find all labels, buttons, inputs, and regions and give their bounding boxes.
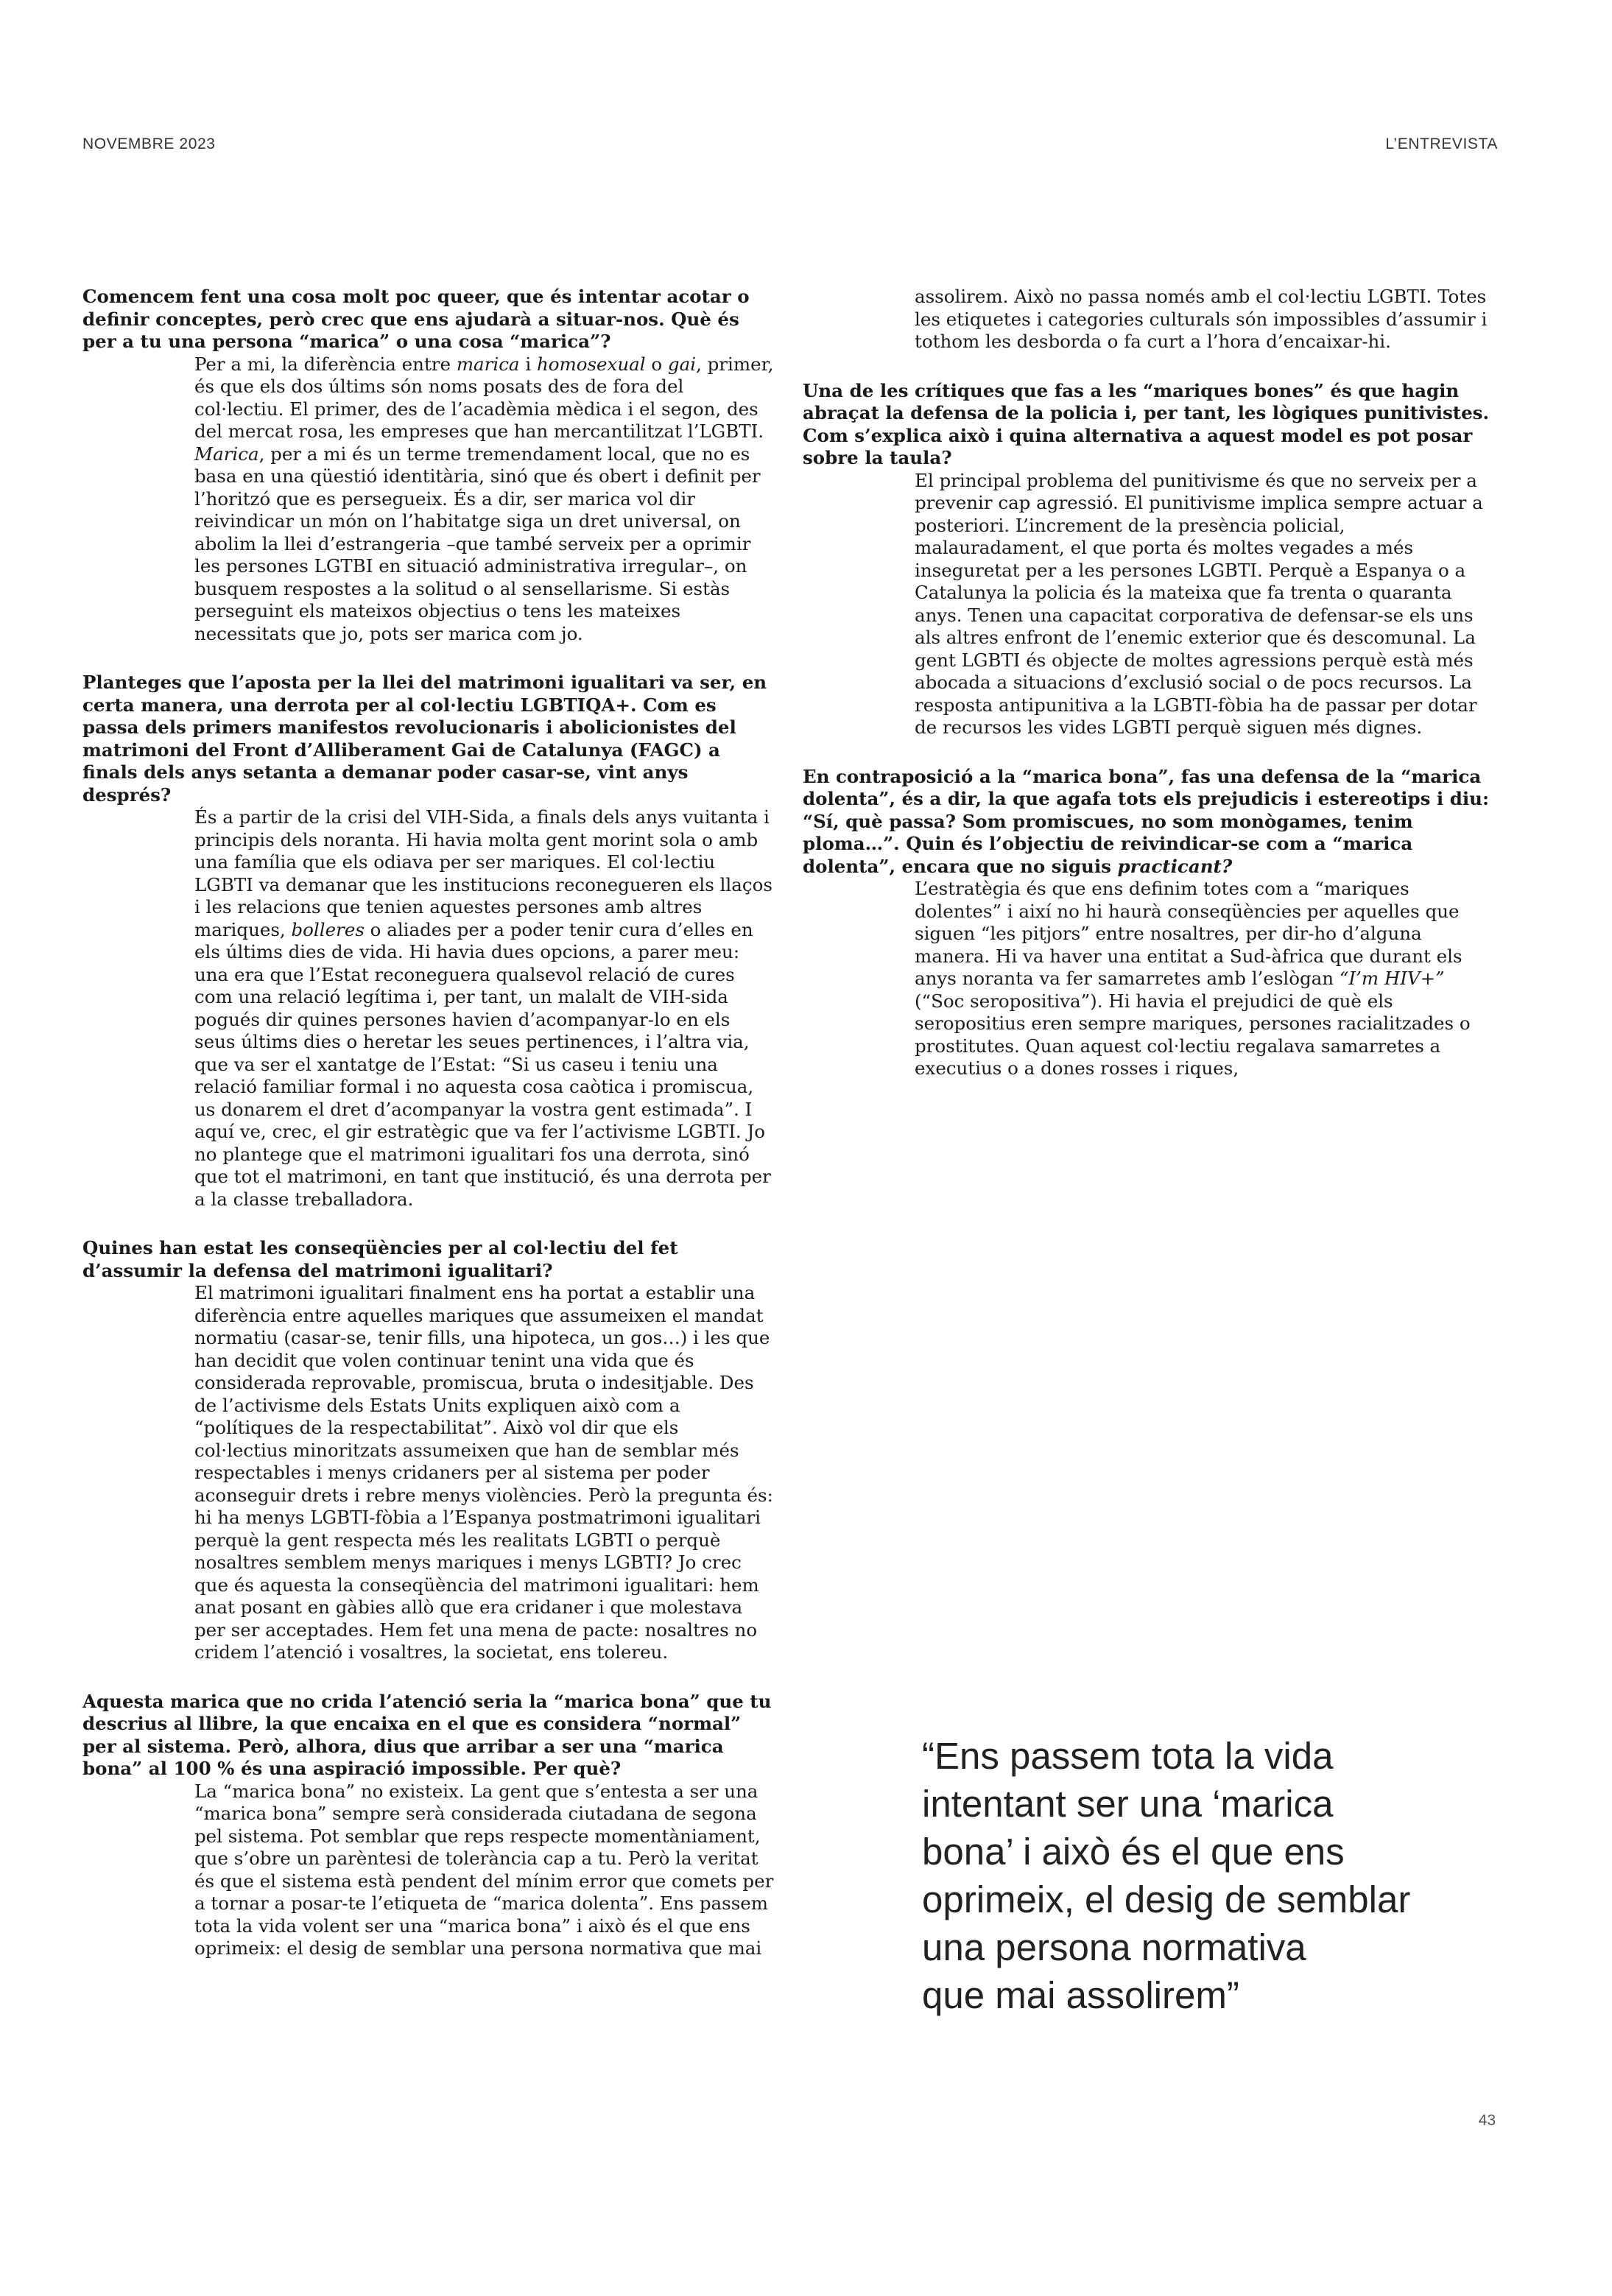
running-header-left: NOVEMBRE 2023 (82, 135, 216, 152)
question-5: Una de les crítiques que fas a les “mariques bones” és que hagin abraçat la defensa de la policia i, per tant, les lògiques punitivistes. Com s’explica això i quina alternativa a aquest model es pot posar sobre la taula? (803, 379, 1489, 468)
right-column (803, 286, 1495, 1080)
question-1: Comencem fent una cosa molt poc queer, que és intentar acotar o definir conceptes, però crec que ens ajudarà a situar-nos. Què és per a tu una persona “marica” o una cosa “marica”? (82, 286, 750, 352)
question-3: Quines han estat les conseqüències per al col·lectiu del fet d’assumir la defensa del matrimoni igualitari? (82, 1237, 678, 1281)
pull-quote-line: una persona normativa (922, 1926, 1306, 1968)
pull-quote-line: que mai assolirem” (922, 1974, 1239, 2016)
pull-quote-line: oprimeix, el desig de semblar (922, 1878, 1411, 1920)
page-number: 43 (1478, 2112, 1496, 2129)
answer-3: El matrimoni igualitari finalment ens ha portat a establir una diferència entre aquelles mariques que assumeixen el mandat normatiu (casar-se, tenir fills, una hipoteca, un gos…) i les que han decidit que volen continuar tenint una vida que és considerada reprovable, promiscua, bruta o indesitjable. Des de l’activisme dels Estats Units expliquen això com a “polítiques de la respectabilitat”. Això vol dir que els col·lectius minoritzats assumeixen que han de semblar més respectables i menys cridaners per al sistema per poder aconseguir drets i rebre menys violències. Però la pregunta és: hi ha menys LGBTI-fòbia a l’Espanya postmatrimoni igualitari perquè la gent respecta més les realitats LGBTI o perquè nosaltres semblem menys mariques i menys LGBTI? Jo crec que és aquesta la conseqüència del matrimoni igualitari: hem anat posant en gàbies allò que era cridaner i que molestava per ser acceptades. Hem fet una mena de pacte: nosaltres no cridem l’atenció i vosaltres, la societat, ens tolereu. (194, 1282, 773, 1663)
running-header-right: L’ENTREVISTA (1385, 135, 1498, 152)
answer-5: El principal problema del punitivisme és que no serveix per a prevenir cap agressió. El punitivisme implica sempre actuar a posteriori. L’increment de la presència policial, malauradament, el que porta és moltes vegades a més inseguretat per a les persones LGBTI. Perquè a Espanya o a Catalunya la policia és la mateixa que fa trenta o quaranta anys. Tenen una capacitat corporativa de defensar-se els uns als altres enfront de l’enemic exterior que és descomunal. La gent LGBTI és objecte de moltes agressions perquè està més abocada a situacions d’exclusió social o de pocs recursos. La resposta antipunitiva a la LGBTI-fòbia ha de passar per dotar de recursos les vides LGBTI perquè siguen més dignes. (915, 469, 1483, 738)
pull-quote-line: bona’ i això és el que ens (922, 1831, 1345, 1873)
pull-quote-line: intentant ser una ‘marica (922, 1783, 1334, 1825)
left-column (82, 286, 775, 1960)
answer-2: És a partir de la crisi del VIH-Sida, a finals dels anys vuitanta i principis dels noranta. Hi havia molta gent morint sola o amb una família que els odiava per ser mariques. El col·lectiu LGBTI va demanar que les institucions reconegueren els llaços i les relacions que tenien aquestes persones amb altres mariques, bolleres o aliades per a poder tenir cura d’elles en els últims dies de vida. Hi havia dues opcions, a parer meu: una era que l’Estat reconeguera qualsevol relació de cures com una relació legítima i, per tant, un malalt de VIH-sida pogués dir quines persones havien d’acompanyar-lo en els seus últims dies o heretar les seues pertinences, i l’altra via, que va ser el xantatge de l’Estat: “Si us caseu i teniu una relació familiar formal i no aquesta cosa caòtica i promiscua, us donarem el dret d’acompanyar la vostra gent estimada”. I aquí ve, crec, el gir estratègic que va fer l’activisme LGBTI. Jo no plantege que el matrimoni igualitari fos una derrota, sinó que tot el matrimoni, en tant que institució, és una derrota per a la classe treballadora. (194, 806, 772, 1210)
answer-4: La “marica bona” no existeix. La gent que s’entesta a ser una “marica bona” sempre serà considerada ciutadana de segona pel sistema. Pot semblar que reps respecte momentàniament, que s’obre un parèntesi de tolerància cap a tu. Però la veritat és que el sistema està pendent del mínim error que comets per a tornar a posar-te l’etiqueta de “marica dolenta”. Ens passem tota la vida volent ser una “marica bona” i això és el que ens oprimeix: el desig de semblar una persona normativa que mai (194, 1780, 774, 1959)
pull-quote-line: “Ens passem tota la vida (922, 1735, 1334, 1777)
answer-1: Per a mi, la diferència entre marica i homosexual o gai, primer, és que els dos últims són noms posats des de fora del col·lectiu. El primer, des de l’acadèmia mèdica i el segon, des del mercat rosa, les empreses que han mercantilitzat l’LGBTI. Marica, per a mi és un terme tremendament local, que no es basa en una qüestió identitària, sinó que és obert i definit per l’horitzó que es persegueix. És a dir, ser marica vol dir reivindicar un món on l’habitatge siga un dret universal, on abolim la llei d’estrangeria –que també serveix per a oprimir les persones LGTBI en situació administrativa irregular–, on busquem respostes a la solitud o al sensellarisme. Si estàs perseguint els mateixos objectius o tens les mateixes necessitats que jo, pots ser marica com jo. (194, 353, 774, 644)
answer-6: L’estratègia és que ens definim totes com a “mariques dolentes” i així no hi haurà conseqüències per aquelles que siguen “les pitjors” entre nosaltres, per dir-ho d’alguna manera. Hi va haver una entitat a Sud-àfrica que durant els anys noranta va fer samarretes amb l’eslògan “I’m HIV+” (“Soc seropositiva”). Hi havia el prejudici de què els seropositius eren sempre mariques, persones racialitzades o prostitutes. Quan aquest col·lectiu regalava samarretes a executius o a dones rosses i riques, (915, 878, 1471, 1079)
question-6: En contraposició a la “marica bona”, fas una defensa de la “marica dolenta”, és a dir, la que agafa tots els prejudicis i estereotips i diu: “Sí, què passa? Som promiscues, no som monògames, tenim ploma…”. Quin és l’objectiu de reivindicar-se com a “marica dolenta”, encara que no siguis practicant? (803, 765, 1490, 877)
question-2: Planteges que l’aposta per la llei del matrimoni igualitari va ser, en certa manera, una derrota per al col·lectiu LGBTIQA+. Com es passa dels primers manifestos revolucionaris i abolicionistes del matrimoni del Front d’Alliberament Gai de Catalunya (FAGC) a finals dels anys setanta a demanar poder casar-se, vint anys després? (82, 672, 767, 806)
answer-4-continued: assolirem. Això no passa només amb el col·lectiu LGBTI. Totes les etiquetes i categories culturals són impossibles d’assumir i tothom les desborda o fa curt a l’hora d’encaixar-hi. (915, 286, 1488, 352)
question-4: Aquesta marica que no crida l’atenció seria la “marica bona” que tu descrius al llibre, la que encaixa en el que es considera “normal” per al sistema. Però, alhora, dius que arribar a ser una “marica bona” al 100 % és una aspiració impossible. Per què? (82, 1690, 772, 1779)
pull-quote (922, 1732, 1526, 2019)
